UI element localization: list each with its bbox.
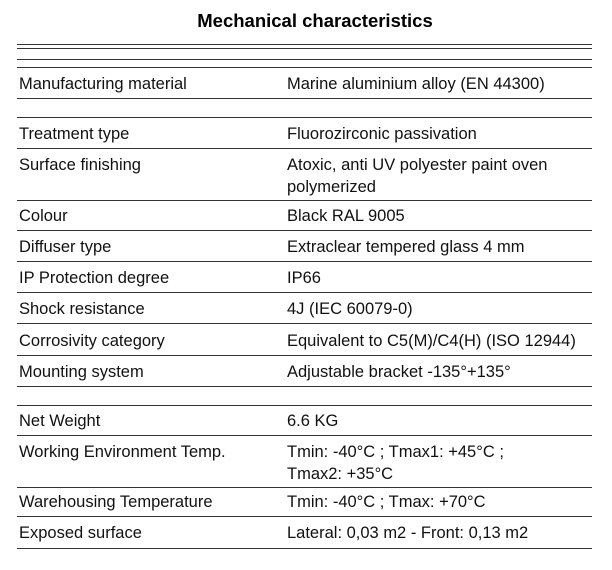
divider [17, 355, 592, 356]
row-label: Treatment type [19, 125, 130, 143]
divider [17, 548, 592, 549]
divider [17, 44, 592, 45]
row-value: Tmin: -40°C ; Tmax: +70°C [287, 493, 486, 511]
divider [17, 487, 592, 488]
divider [17, 59, 592, 60]
divider [17, 323, 592, 324]
divider [17, 292, 592, 293]
divider [17, 230, 592, 231]
row-value: 6.6 KG [287, 412, 339, 430]
row-label: Working Environment Temp. [19, 443, 226, 461]
row-value: 4J (IEC 60079-0) [287, 300, 413, 318]
divider [17, 261, 592, 262]
divider [17, 386, 592, 387]
row-label: Warehousing Temperature [19, 493, 213, 511]
row-value: IP66 [287, 269, 321, 287]
row-label: Colour [19, 207, 68, 225]
row-value: Tmin: -40°C ; Tmax1: +45°C ; [287, 443, 504, 461]
row-label: Diffuser type [19, 238, 112, 256]
row-value: Equivalent to C5(M)/C4(H) (ISO 12944) [287, 332, 576, 350]
row-value: Black RAL 9005 [287, 207, 405, 225]
row-value: Marine aluminium alloy (EN 44300) [287, 75, 545, 93]
row-value: Fluorozirconic passivation [287, 125, 477, 143]
divider [17, 516, 592, 517]
row-value: Adjustable bracket -135°+135° [287, 363, 511, 381]
divider [17, 117, 592, 118]
row-value: Extraclear tempered glass 4 mm [287, 238, 525, 256]
row-value: polymerized [287, 178, 376, 196]
row-value: Atoxic, anti UV polyester paint oven [287, 156, 548, 174]
divider [17, 98, 592, 99]
table-title: Mechanical characteristics [197, 10, 433, 31]
row-label: IP Protection degree [19, 269, 170, 287]
divider [17, 200, 592, 201]
divider [17, 48, 592, 49]
row-value: Tmax2: +35°C [287, 465, 394, 483]
divider [17, 148, 592, 149]
row-label: Corrosivity category [19, 332, 165, 350]
row-label: Exposed surface [19, 524, 142, 542]
divider [17, 435, 592, 436]
divider [17, 405, 592, 406]
row-label: Shock resistance [19, 300, 145, 318]
row-label: Manufacturing material [19, 75, 187, 93]
row-label: Mounting system [19, 363, 144, 381]
row-label: Surface finishing [19, 156, 141, 174]
row-value: Lateral: 0,03 m2 - Front: 0,13 m2 [287, 524, 529, 542]
row-label: Net Weight [19, 412, 101, 430]
divider [17, 67, 592, 68]
